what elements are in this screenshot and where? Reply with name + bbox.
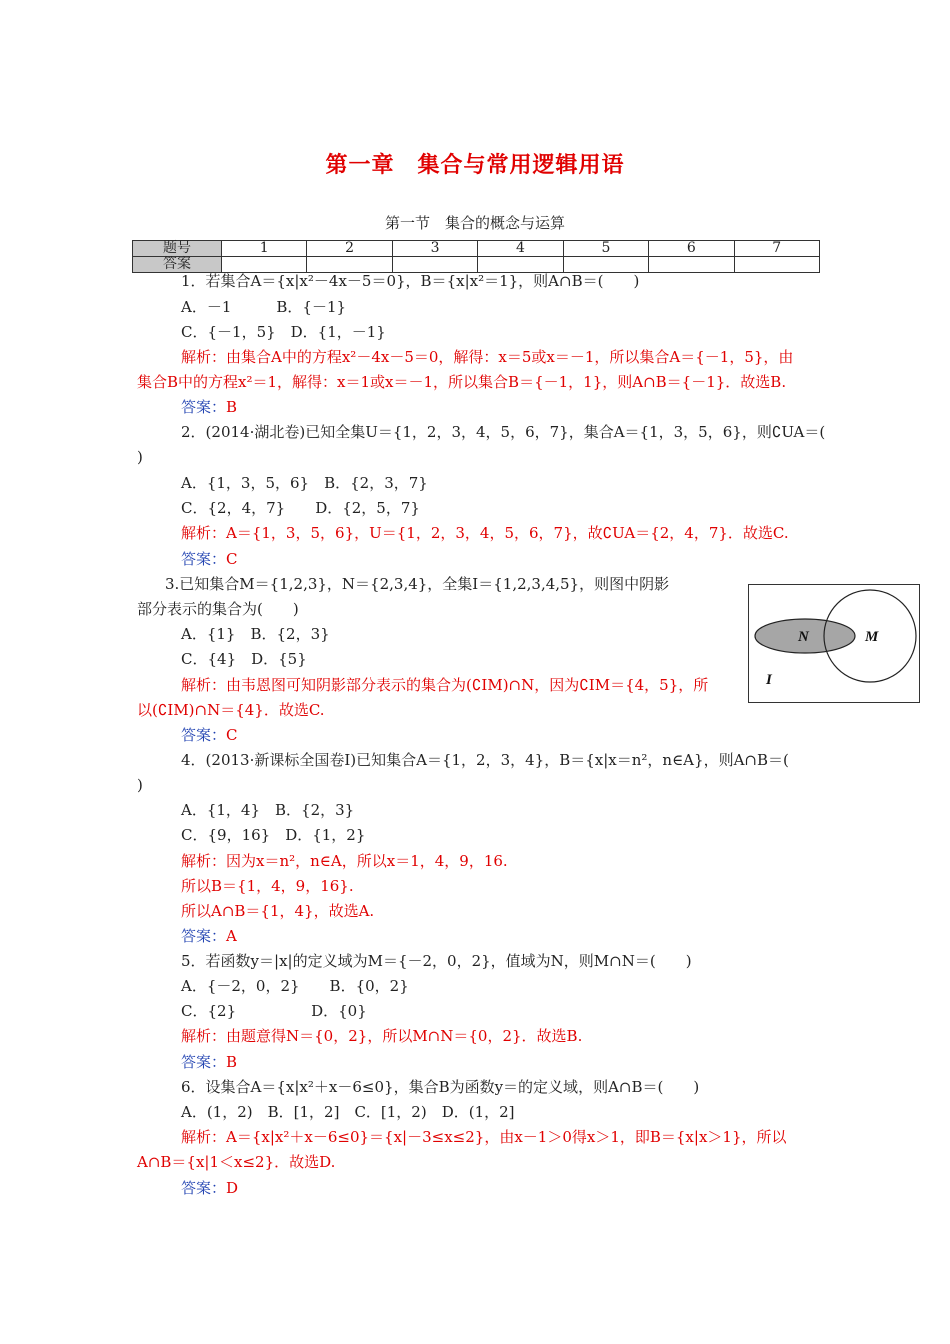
section-title: 第一节 集合的概念与运算	[384, 214, 565, 232]
analysis-text: A＝{x|x²＋x－6≤0}＝{x|－3≤x≤2}，由x－1＞0得x＞1，即B＝{x|x＞1}，所以	[226, 1128, 787, 1146]
analysis-text: 所以A∩B＝{1，4}，故选A.	[181, 902, 375, 920]
row-label-number: 题号	[133, 241, 222, 257]
question-number-row	[133, 241, 820, 257]
analysis-text: 所以B＝{1，4，9，16}.	[181, 877, 354, 895]
question-option: A．{1} B．{2，3}	[181, 625, 330, 643]
answer-label: 答案：	[181, 1179, 227, 1197]
grid-number: 5	[563, 241, 648, 257]
analysis-text: 由题意得N＝{0，2}，所以M∩N＝{0，2}．故选B.	[226, 1027, 583, 1045]
row-label-answer: 答案	[133, 257, 222, 273]
analysis-line	[181, 347, 793, 367]
question-option: C．{－1，5} D．{1，－1}	[181, 323, 386, 341]
question-option: C．{2} D．{0}	[181, 1002, 367, 1020]
answer-label: 答案：	[181, 550, 227, 568]
analysis-line	[181, 675, 708, 695]
answer-value: B	[226, 398, 238, 416]
analysis-label: 解析：	[181, 1128, 227, 1146]
question-option: A．{1，3，5，6} B．{2，3，7}	[181, 474, 428, 492]
analysis-text: 因为x＝n²，n∈A，所以x＝1，4，9，16.	[226, 852, 508, 870]
grid-number: 7	[734, 241, 819, 257]
analysis-line	[181, 851, 508, 871]
question-option: A．{－2，0，2} B．{0，2}	[181, 977, 409, 995]
answer-line	[181, 549, 238, 569]
question-option: A．(1，2) B．[1，2] C．[1，2) D．(1，2]	[181, 1103, 515, 1121]
analysis-label: 解析：	[181, 1027, 227, 1045]
analysis-text: 由韦恩图可知阴影部分表示的集合为(∁IM)∩N，因为∁IM＝{4，5}，所	[226, 676, 709, 694]
question-option: A．－1 B．{－1}	[181, 298, 347, 316]
question-stem: 2．(2014·湖北卷)已知全集U＝{1，2，3，4，5，6，7}，集合A＝{1，3，5，6}，则∁UA＝(	[181, 423, 826, 441]
analysis-text: A＝{1，3，5，6}，U＝{1，2，3，4，5，6，7}，故∁UA＝{2，4，7}．故选C.	[226, 524, 789, 542]
answer-value: D	[226, 1179, 239, 1197]
question-option: C．{9，16} D．{1，2}	[181, 826, 366, 844]
analysis-line	[181, 1026, 582, 1046]
question-option: A．{1，4} B．{2，3}	[181, 801, 355, 819]
grid-number: 4	[478, 241, 563, 257]
question-option: C．{4} D．{5}	[181, 650, 307, 668]
answer-line	[181, 397, 237, 417]
answer-value: A	[226, 927, 237, 945]
answer-label: 答案：	[181, 726, 227, 744]
grid-number: 6	[649, 241, 734, 257]
question-option: C．{2，4，7} D．{2，5，7}	[181, 499, 420, 517]
venn-svg	[749, 585, 919, 702]
question-stem: 3.已知集合M＝{1,2,3}，N＝{2,3,4}，全集I＝{1,2,3,4,5}，则图中阴影	[165, 575, 670, 593]
answer-grid	[132, 240, 820, 273]
venn-diagram	[748, 584, 920, 703]
answer-value: C	[226, 726, 238, 744]
label-i: I	[766, 672, 772, 688]
analysis-text: 以(∁IM)∩N＝{4}．故选C.	[137, 701, 325, 719]
answer-line	[181, 1178, 238, 1198]
analysis-text: 由集合A中的方程x²－4x－5＝0，解得：x＝5或x＝－1，所以集合A＝{－1，5}，由	[226, 348, 794, 366]
analysis-line	[181, 1127, 787, 1147]
question-stem-cont: 部分表示的集合为( )	[137, 600, 299, 618]
label-m: M	[865, 629, 879, 645]
answer-line	[181, 725, 238, 745]
chapter-title: 第一章 集合与常用逻辑用语	[325, 152, 625, 178]
analysis-label: 解析：	[181, 852, 227, 870]
label-n: N	[798, 629, 809, 645]
answer-value: C	[226, 550, 238, 568]
analysis-text: 集合B中的方程x²＝1，解得：x＝1或x＝－1，所以集合B＝{－1，1}，则A∩B＝{－1}．故选B.	[137, 373, 787, 391]
grid-number: 1	[222, 241, 307, 257]
analysis-label: 解析：	[181, 348, 227, 366]
answer-line	[181, 1052, 237, 1072]
answer-cell	[649, 257, 734, 273]
grid-number: 3	[392, 241, 477, 257]
answer-label: 答案：	[181, 927, 227, 945]
grid-number: 2	[307, 241, 392, 257]
question-stem-cont: )	[137, 448, 143, 466]
question-stem: 4．(2013·新课标全国卷Ⅰ)已知集合A＝{1，2，3，4}，B＝{x|x＝n²，n∈A}，则A∩B＝(	[181, 751, 789, 769]
answer-cell	[734, 257, 819, 273]
question-stem-cont: )	[137, 776, 143, 794]
analysis-line	[181, 523, 789, 543]
question-stem: 6．设集合A＝{x|x²＋x－6≤0}，集合B为函数y＝的定义域，则A∩B＝( )	[181, 1078, 700, 1096]
question-stem: 1．若集合A＝{x|x²－4x－5＝0}，B＝{x|x²＝1}，则A∩B＝( )	[181, 272, 640, 290]
answer-label: 答案：	[181, 398, 227, 416]
analysis-label: 解析：	[181, 524, 227, 542]
analysis-label: 解析：	[181, 676, 227, 694]
question-stem: 5．若函数y＝|x|的定义域为M＝{－2，0，2}，值域为N，则M∩N＝( )	[181, 952, 692, 970]
answer-value: B	[226, 1053, 238, 1071]
answer-label: 答案：	[181, 1053, 227, 1071]
answer-line	[181, 926, 237, 946]
analysis-text: A∩B＝{x|1＜x≤2}．故选D.	[137, 1153, 336, 1171]
